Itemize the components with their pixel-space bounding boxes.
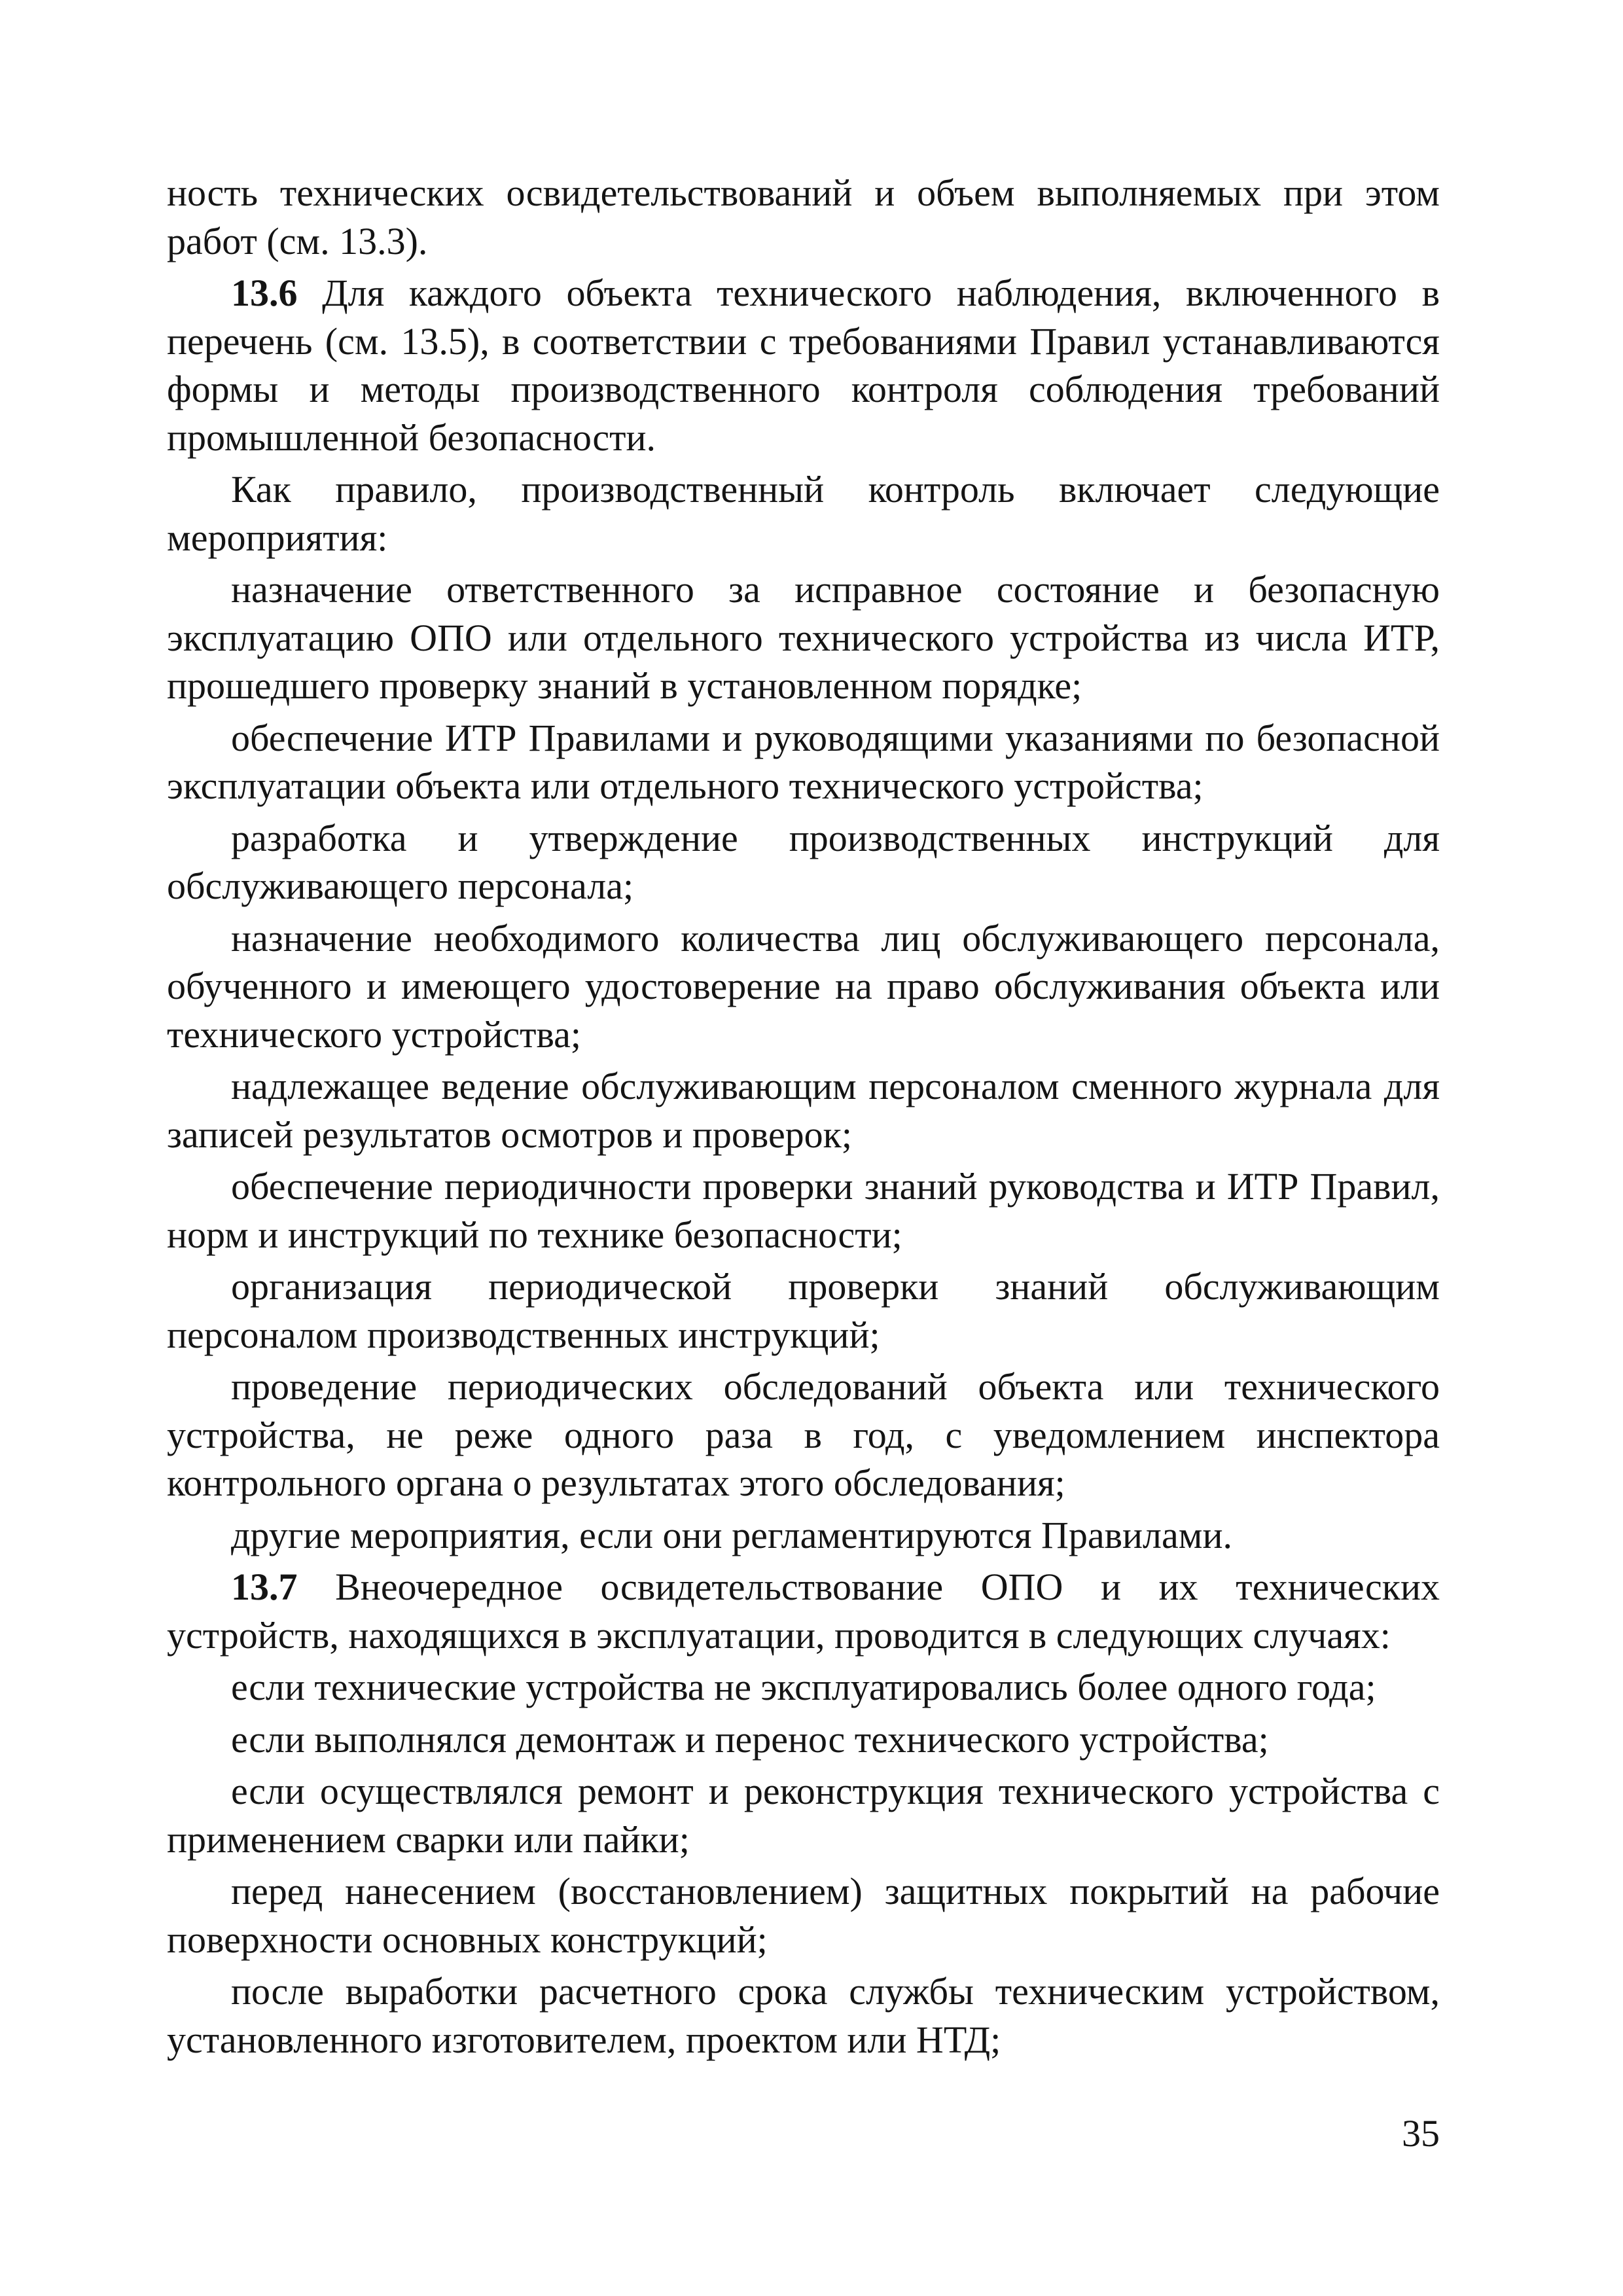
list-item: обеспечение периодичности проверки знаний руководства и ИТР Правил, норм и инструкций по технике безопасности; xyxy=(167,1165,1440,1256)
list-item: если осуществлялся ремонт и реконструкция технического устройства с применением сварки или пайки; xyxy=(167,1770,1440,1861)
list-item: перед нанесением (восстановлением) защитных покрытий на рабочие поверхности основных конструкций; xyxy=(167,1870,1440,1961)
list-item: проведение периодических обследований объекта или технического устройства, не реже одного раза в год, с уведомлением инспектора контрольного органа о результатах этого обследования; xyxy=(167,1365,1440,1504)
list-item: обеспечение ИТР Правилами и руководящими указаниями по безопасной эксплуатации объекта или отдельного технического устройства; xyxy=(167,716,1440,807)
list-item: разработка и утверждение производственных инструкций для обслуживающего персонала; xyxy=(167,816,1440,907)
list-item: другие мероприятия, если они регламентируются Правилами. xyxy=(231,1513,1232,1556)
paragraph-continuation: ность технических освидетельствований и объем выполняемых при этом работ (см. 13.3). xyxy=(167,171,1440,262)
list-item: организация периодической проверки знаний обслуживающим персоналом производственных инструкций; xyxy=(167,1265,1440,1356)
clause-number: 13.6 xyxy=(231,272,298,314)
list-item: назначение необходимого количества лиц обслуживающего персонала, обученного и имеющего удостоверение на право обслуживания объекта или технического устройства; xyxy=(167,916,1440,1056)
paragraph: Как правило, производственный контроль включает следующие мероприятия: xyxy=(167,468,1440,559)
list-item: если технические устройства не эксплуатировались более одного года; xyxy=(231,1666,1376,1708)
list-item: надлежащее ведение обслуживающим персоналом сменного журнала для записей результатов осмотров и проверок; xyxy=(167,1065,1440,1156)
page-number: 35 xyxy=(1402,2112,1440,2155)
paragraph-13-7: 13.7 Внеочередное освидетельствование ОПО и их технических устройств, находящихся в эксплуатации, проводится в следующих случаях: xyxy=(167,1566,1440,1657)
list-item: назначение ответственного за исправное состояние и безопасную эксплуатацию ОПО или отдельного технического устройства из числа ИТР, прошедшего проверку знаний в установленном порядке; xyxy=(167,568,1440,707)
body-text xyxy=(167,169,1440,2064)
clause-number: 13.7 xyxy=(231,1566,298,1608)
list-item: если выполнялся демонтаж и перенос технического устройства; xyxy=(231,1717,1269,1761)
list-item: после выработки расчетного срока службы техническим устройством, установленного изготовителем, проектом или НТД; xyxy=(167,1970,1440,2061)
paragraph-13-6: 13.6 Для каждого объекта технического наблюдения, включенного в перечень (см. 13.5), в соответствии с требованиями Правил устанавливаются формы и методы производственного контроля соблюдения требований промышленной безопасности. xyxy=(167,272,1440,459)
